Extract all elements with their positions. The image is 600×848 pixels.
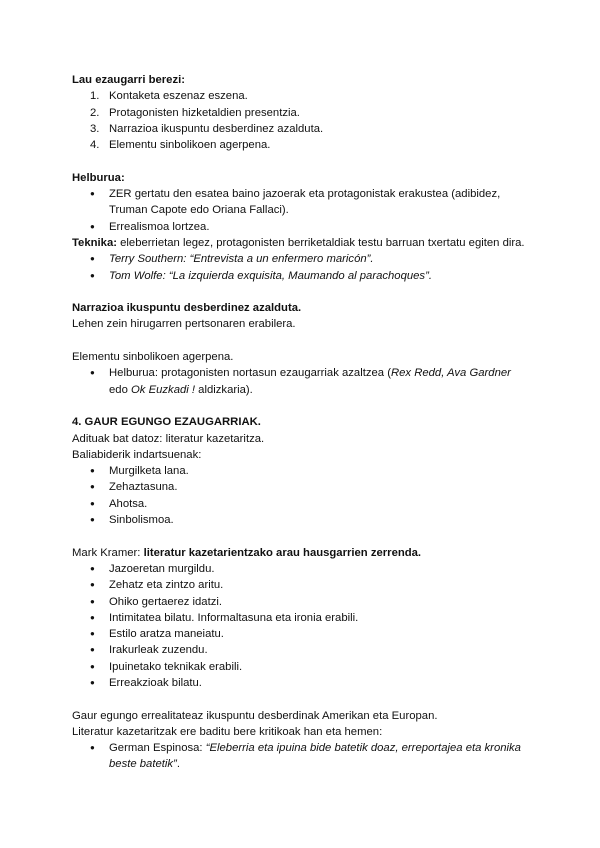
list-item: ● Zehaztasuna. [72,479,528,495]
today-perspectives-line: Gaur egungo errealitateaz ikuspuntu desberdinak Amerikan eta Europan. [72,709,438,722]
list-item: 2. Protagonisten hizketaldien presentzia. [90,106,300,119]
experts-line: Adituak bat datoz: literatur kazetaritza. [72,432,265,445]
kramer-paragraph: Mark Kramer: literatur kazetarientzako arau hausgarrien zerrenda. [72,546,422,559]
list-item: ● Zehatz eta zintzo aritu. [72,577,528,593]
critics-line: Literatur kazetaritzak ere baditu bere kritikoak han eta hemen: [72,725,383,738]
section-title-narration: Narrazioa ikuspuntu desberdinez azalduta. [72,302,302,315]
list-item: ● Irakurleak zuzendu. [72,642,528,658]
list-item: ● Terry Southern: “Entrevista a un enfermero maricón”. [72,251,528,267]
list-item: ● Helburua: protagonisten nortasun ezaugarriak azaltzea (Rex Redd, Ava Gardner edo Ok Euzkadi ! aldizkaria). [72,365,528,398]
resources-list [72,463,528,528]
technique-examples-list [72,251,528,284]
list-item: ● Jazoeretan murgildu. [72,561,528,577]
list-item: ● Errealismoa lortzea. [72,219,528,235]
list-item: ● Ipuinetako teknikak erabili. [72,659,528,675]
list-item: ● Ohiko gertaerez idatzi. [72,594,528,610]
list-item: ● Estilo aratza maneiatu. [72,626,528,642]
symbolic-list [72,365,528,398]
list-item: 4. Elementu sinbolikoen agerpena. [90,139,271,152]
kramer-rules-list [72,561,528,691]
section-title-goal: Helburua: [72,171,125,184]
goal-list [72,186,528,235]
list-item: ● ZER gertatu den esatea baino jazoerak eta protagonistak erakustea (adibidez, Truman Capote edo Oriana Fallaci). [72,186,528,219]
technique-paragraph: Teknika: eleberrietan legez, protagonisten berriketaldiak testu barruan txertatu egiten dira. [72,236,525,249]
section-title-features: Lau ezaugarri berezi: [72,74,186,86]
resources-line: Baliabiderik indartsuenak: [72,448,202,461]
list-item: ● Sinbolismoa. [72,512,528,528]
critics-list [72,740,528,773]
list-item: 1. Kontaketa eszenaz eszena. [90,90,248,103]
list-item: ● Ahotsa. [72,496,528,512]
list-item: ● Murgilketa lana. [72,463,528,479]
section-heading-today: 4. GAUR EGUNGO EZAUGARRIAK. [72,416,261,429]
list-item: 3. Narrazioa ikuspuntu desberdinez azalduta. [90,122,324,135]
features-list [72,88,528,153]
narration-paragraph: Lehen zein hirugarren pertsonaren erabilera. [72,318,296,331]
list-item: ● Intimitatea bilatu. Informaltasuna eta ironia erabili. [72,610,528,626]
list-item: ● Tom Wolfe: “La izquierda exquisita, Maumando al parachoques”. [72,268,528,284]
list-item: ● German Espinosa: “Eleberria eta ipuina bide batetik doaz, erreportajea eta kronika beste batetik”. [72,740,528,773]
list-item: ● Erreakzioak bilatu. [72,675,528,691]
section-title-symbolic: Elementu sinbolikoen agerpena. [72,351,234,364]
document-body [72,72,528,773]
